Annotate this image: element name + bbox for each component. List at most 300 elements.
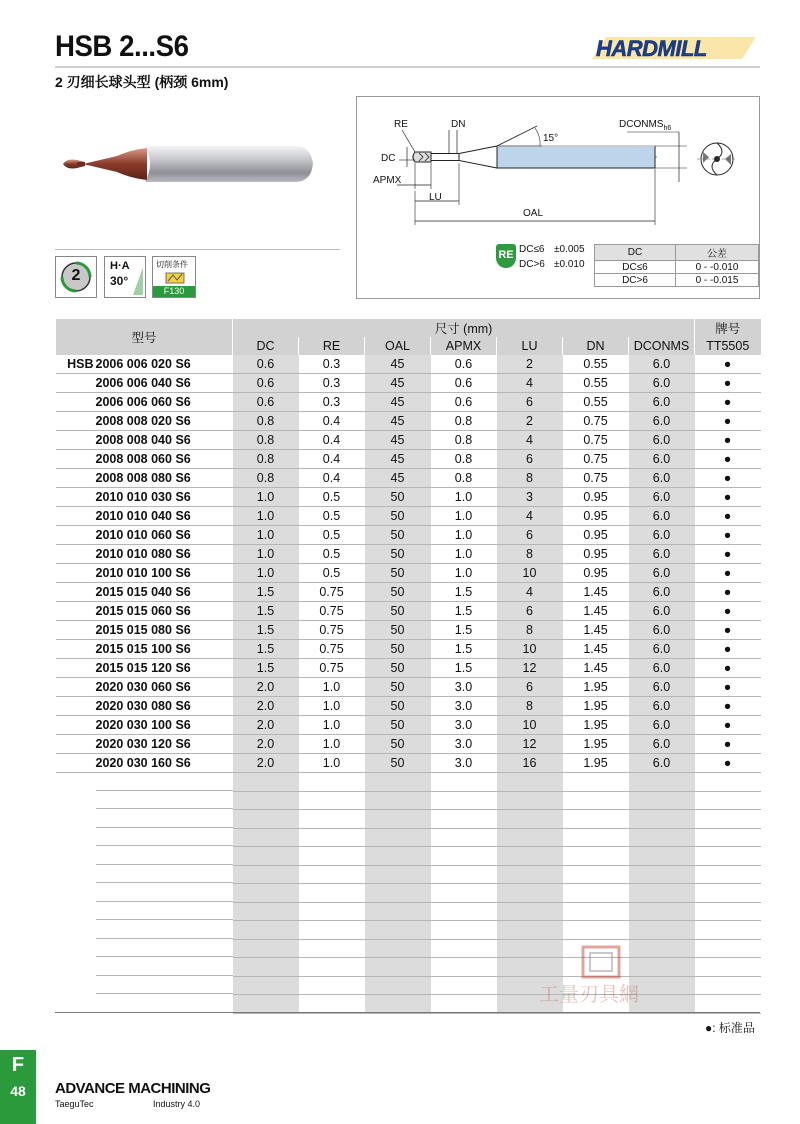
dimensions-header: 尺寸 (mm) <box>233 319 695 337</box>
dimension-cell: 6.0 <box>629 640 695 659</box>
dimension-cell: 0.95 <box>563 526 629 545</box>
dimension-cell: 8 <box>497 469 563 488</box>
model-cell <box>56 697 233 716</box>
dimension-cell: 1.95 <box>563 678 629 697</box>
dimension-cell: 50 <box>365 659 431 678</box>
dimension-cell: 1.0 <box>233 564 299 583</box>
dimension-cell: 3.0 <box>431 697 497 716</box>
dimension-cell: 6.0 <box>629 564 695 583</box>
dimension-cell: 50 <box>365 488 431 507</box>
dimension-cell: 0.75 <box>299 621 365 640</box>
column-header: DCONMS <box>629 337 695 355</box>
dimension-cell: 4 <box>497 583 563 602</box>
model-prefix: HSB <box>67 357 94 371</box>
dimension-cell: 8 <box>497 545 563 564</box>
empty-table-row <box>56 884 761 903</box>
dimension-cell: 0.55 <box>563 355 629 374</box>
page-number: 48 <box>10 1083 26 1099</box>
table-row <box>56 526 761 545</box>
grade-cell: ● <box>695 431 761 450</box>
dimension-cell: 6 <box>497 393 563 412</box>
dimension-cell: 1.5 <box>431 659 497 678</box>
dimension-cell: 1.0 <box>299 735 365 754</box>
dimension-cell: 1.5 <box>431 640 497 659</box>
model-cell <box>56 583 233 602</box>
model-code: 2015 015 060 S6 <box>95 604 191 618</box>
dimension-cell: 1.5 <box>431 621 497 640</box>
dimension-cell: 6.0 <box>629 431 695 450</box>
dimension-cell: 3.0 <box>431 735 497 754</box>
dimension-cell: 1.5 <box>233 659 299 678</box>
model-header: 型号 <box>56 319 233 355</box>
dimension-cell: 6.0 <box>629 488 695 507</box>
dimension-cell: 50 <box>365 602 431 621</box>
dimension-cell: 0.75 <box>563 450 629 469</box>
model-code: 2006 006 020 S6 <box>95 357 191 371</box>
dimension-cell: 2.0 <box>233 697 299 716</box>
dimension-cell: 0.8 <box>431 412 497 431</box>
table-row <box>56 545 761 564</box>
helix-value: 30° <box>110 274 129 288</box>
dimension-cell: 1.5 <box>431 583 497 602</box>
dimension-cell: 6.0 <box>629 507 695 526</box>
model-cell <box>56 374 233 393</box>
dimension-cell: 1.45 <box>563 659 629 678</box>
label-lu: LU <box>429 192 442 203</box>
re-cond-1: DC≤6 <box>519 244 545 255</box>
dimension-cell: 1.5 <box>431 602 497 621</box>
dimension-cell: 1.45 <box>563 640 629 659</box>
tol-cell: 0 - -0.015 <box>676 274 759 287</box>
dimension-cell: 0.75 <box>563 431 629 450</box>
cutting-conditions-icon[interactable] <box>152 256 196 298</box>
dimension-cell: 6.0 <box>629 412 695 431</box>
empty-table-row <box>56 791 761 810</box>
dimension-cell: 0.8 <box>233 412 299 431</box>
dimension-cell: 1.45 <box>563 621 629 640</box>
grade-column-header: TT5505 <box>695 337 761 355</box>
model-cell <box>56 355 233 374</box>
re-badge: RE <box>496 244 516 268</box>
column-header: APMX <box>431 337 497 355</box>
model-cell <box>56 412 233 431</box>
flute-count-icon <box>55 256 97 298</box>
dimension-cell: 6 <box>497 602 563 621</box>
column-header: DN <box>563 337 629 355</box>
dimension-cell: 0.75 <box>299 659 365 678</box>
section-letter: F <box>11 1054 25 1076</box>
dimension-cell: 12 <box>497 659 563 678</box>
label-dn: DN <box>451 119 466 130</box>
dimension-cell: 0.8 <box>233 450 299 469</box>
model-code: 2010 010 030 S6 <box>95 490 191 504</box>
dimension-cell: 6.0 <box>629 374 695 393</box>
dimension-cell: 1.0 <box>233 488 299 507</box>
helix-angle-icon <box>104 256 146 298</box>
grade-cell: ● <box>695 716 761 735</box>
dimension-cell: 1.5 <box>233 640 299 659</box>
table-row <box>56 735 761 754</box>
model-code: 2008 008 020 S6 <box>95 414 191 428</box>
dimension-cell: 0.75 <box>299 602 365 621</box>
cutting-label: 切削条件 <box>156 260 188 269</box>
image-divider <box>55 249 340 250</box>
dimension-cell: 0.5 <box>299 507 365 526</box>
table-row <box>56 621 761 640</box>
dimension-cell: 1.0 <box>233 526 299 545</box>
grade-cell: ● <box>695 583 761 602</box>
model-code: 2010 010 040 S6 <box>95 509 191 523</box>
dimension-cell: 0.75 <box>299 583 365 602</box>
dimension-cell: 6 <box>497 450 563 469</box>
dimension-cell: 0.95 <box>563 488 629 507</box>
table-row <box>56 507 761 526</box>
dimension-cell: 10 <box>497 640 563 659</box>
table-row <box>56 583 761 602</box>
re-val-1: ±0.005 <box>554 244 585 255</box>
dimension-cell: 8 <box>497 697 563 716</box>
dimension-cell: 4 <box>497 374 563 393</box>
dimension-cell: 1.5 <box>233 602 299 621</box>
dimension-cell: 45 <box>365 450 431 469</box>
dimension-cell: 45 <box>365 412 431 431</box>
dimension-cell: 0.3 <box>299 393 365 412</box>
title-divider <box>55 66 760 68</box>
model-code: 2020 030 080 S6 <box>95 699 191 713</box>
dc-tolerance-table <box>594 244 759 287</box>
dimension-cell: 6.0 <box>629 602 695 621</box>
dimension-cell: 1.0 <box>299 716 365 735</box>
label-dc: DC <box>381 153 396 164</box>
tol-header-tolerance: 公差 <box>676 245 759 261</box>
model-code: 2008 008 060 S6 <box>95 452 191 466</box>
dimension-cell: 6.0 <box>629 355 695 374</box>
dimension-cell: 6.0 <box>629 659 695 678</box>
model-cell <box>56 488 233 507</box>
spec-table <box>55 319 761 1014</box>
dimension-cell: 4 <box>497 431 563 450</box>
dimension-cell: 6.0 <box>629 545 695 564</box>
table-row <box>56 374 761 393</box>
dimension-cell: 0.75 <box>563 412 629 431</box>
dimension-cell: 0.4 <box>299 431 365 450</box>
model-cell <box>56 450 233 469</box>
table-row <box>56 659 761 678</box>
flute-count-label: 2 <box>71 267 81 284</box>
label-angle: 15° <box>543 133 559 144</box>
dimension-cell: 0.55 <box>563 374 629 393</box>
dimension-cell: 45 <box>365 374 431 393</box>
grade-header: 牌号 <box>695 319 761 337</box>
empty-table-row <box>56 773 761 792</box>
model-cell <box>56 754 233 773</box>
table-row <box>56 640 761 659</box>
dimension-cell: 1.0 <box>299 678 365 697</box>
dimension-cell: 6.0 <box>629 754 695 773</box>
label-apmx: APMX <box>373 175 402 186</box>
dimension-cell: 6 <box>497 678 563 697</box>
dimension-cell: 0.95 <box>563 564 629 583</box>
grade-cell: ● <box>695 412 761 431</box>
dimension-cell: 1.0 <box>233 545 299 564</box>
column-header: LU <box>497 337 563 355</box>
empty-table-row <box>56 810 761 829</box>
dimension-cell: 50 <box>365 678 431 697</box>
dimension-cell: 50 <box>365 754 431 773</box>
grade-cell: ● <box>695 450 761 469</box>
dimension-cell: 1.0 <box>299 754 365 773</box>
model-cell <box>56 640 233 659</box>
grade-cell: ● <box>695 697 761 716</box>
dimension-cell: 1.45 <box>563 583 629 602</box>
table-row <box>56 678 761 697</box>
dimension-cell: 0.8 <box>431 469 497 488</box>
table-row <box>56 697 761 716</box>
dimension-cell: 0.6 <box>431 355 497 374</box>
tol-cell: DC>6 <box>595 274 676 287</box>
svg-text:HARDMILL: HARDMILL <box>596 36 707 61</box>
dimension-cell: 0.95 <box>563 507 629 526</box>
dimension-cell: 6.0 <box>629 716 695 735</box>
dimension-cell: 0.95 <box>563 545 629 564</box>
advance-machining-logo <box>55 1080 225 1114</box>
empty-table-row <box>56 828 761 847</box>
model-cell <box>56 393 233 412</box>
dimension-cell: 0.8 <box>233 431 299 450</box>
dimension-cell: 6.0 <box>629 735 695 754</box>
dimension-cell: 50 <box>365 716 431 735</box>
grade-cell: ● <box>695 507 761 526</box>
column-header: OAL <box>365 337 431 355</box>
dimension-cell: 1.95 <box>563 754 629 773</box>
table-row <box>56 469 761 488</box>
grade-cell: ● <box>695 602 761 621</box>
grade-cell: ● <box>695 621 761 640</box>
model-cell <box>56 526 233 545</box>
grade-cell: ● <box>695 545 761 564</box>
dimension-cell: 0.3 <box>299 374 365 393</box>
dimension-cell: 1.0 <box>431 545 497 564</box>
dimension-cell: 1.0 <box>431 564 497 583</box>
section-tab <box>0 1050 36 1124</box>
dimension-cell: 1.95 <box>563 735 629 754</box>
dimension-cell: 1.0 <box>431 526 497 545</box>
empty-table-row <box>56 902 761 921</box>
dimension-cell: 1.0 <box>233 507 299 526</box>
re-cond-2: DC>6 <box>519 259 545 270</box>
model-code: 2015 015 080 S6 <box>95 623 191 637</box>
dimension-cell: 2.0 <box>233 716 299 735</box>
label-re: RE <box>394 119 408 130</box>
cutting-code: F130 <box>153 286 195 297</box>
dimension-cell: 50 <box>365 621 431 640</box>
dimension-cell: 6.0 <box>629 583 695 602</box>
dimension-cell: 0.5 <box>299 545 365 564</box>
table-row <box>56 431 761 450</box>
dimension-cell: 1.0 <box>431 488 497 507</box>
tol-header-dc: DC <box>595 245 676 261</box>
model-code: 2020 030 160 S6 <box>95 756 191 770</box>
model-cell <box>56 507 233 526</box>
model-code: 2010 010 080 S6 <box>95 547 191 561</box>
table-row <box>56 488 761 507</box>
model-code: 2015 015 120 S6 <box>95 661 191 675</box>
grade-cell: ● <box>695 659 761 678</box>
dimension-cell: 1.0 <box>431 507 497 526</box>
model-cell <box>56 545 233 564</box>
grade-cell: ● <box>695 488 761 507</box>
dimension-cell: 50 <box>365 735 431 754</box>
dimension-cell: 1.95 <box>563 697 629 716</box>
table-row <box>56 355 761 374</box>
page-title: HSB 2...S6 <box>55 30 189 63</box>
table-row <box>56 602 761 621</box>
grade-cell: ● <box>695 374 761 393</box>
dimension-cell: 1.0 <box>299 697 365 716</box>
dimension-cell: 50 <box>365 564 431 583</box>
brand-industry: Industry 4.0 <box>153 1099 201 1109</box>
dimension-cell: 0.8 <box>431 431 497 450</box>
model-code: 2010 010 060 S6 <box>95 528 191 542</box>
dimension-cell: 1.45 <box>563 602 629 621</box>
dimension-cell: 2.0 <box>233 735 299 754</box>
model-code: 2006 006 060 S6 <box>95 395 191 409</box>
dimension-cell: 45 <box>365 355 431 374</box>
tol-cell: DC≤6 <box>595 261 676 274</box>
model-code: 2020 030 060 S6 <box>95 680 191 694</box>
dimension-cell: 0.6 <box>431 374 497 393</box>
dimension-cell: 0.4 <box>299 412 365 431</box>
grade-cell: ● <box>695 735 761 754</box>
dimension-cell: 0.4 <box>299 450 365 469</box>
dimension-cell: 3.0 <box>431 678 497 697</box>
page-subtitle: 2 刃细长球头型 (柄颈 6mm) <box>55 74 229 90</box>
table-row <box>56 412 761 431</box>
model-code: 2020 030 100 S6 <box>95 718 191 732</box>
dimension-cell: 0.5 <box>299 488 365 507</box>
model-cell <box>56 602 233 621</box>
model-cell <box>56 431 233 450</box>
model-code: 2008 008 080 S6 <box>95 471 191 485</box>
dimension-cell: 4 <box>497 507 563 526</box>
model-code: 2010 010 100 S6 <box>95 566 191 580</box>
grade-cell: ● <box>695 355 761 374</box>
dimension-cell: 0.3 <box>299 355 365 374</box>
dimension-cell: 1.5 <box>233 583 299 602</box>
dimension-cell: 0.6 <box>431 393 497 412</box>
dimension-cell: 0.6 <box>233 355 299 374</box>
re-val-2: ±0.010 <box>554 259 585 270</box>
model-cell <box>56 735 233 754</box>
label-dconms: $DCONMS_{h6}$ <box>619 119 672 132</box>
dimension-cell: 3.0 <box>431 716 497 735</box>
grade-cell: ● <box>695 640 761 659</box>
dimension-cell: 2 <box>497 355 563 374</box>
dimension-cell: 6 <box>497 526 563 545</box>
dimension-cell: 45 <box>365 393 431 412</box>
dimension-cell: 0.5 <box>299 564 365 583</box>
empty-table-row <box>56 865 761 884</box>
model-cell <box>56 621 233 640</box>
brand-line: ADVANCE MACHINING <box>55 1080 211 1097</box>
dimension-cell: 6.0 <box>629 621 695 640</box>
dimension-cell: 6.0 <box>629 469 695 488</box>
model-cell <box>56 659 233 678</box>
dimension-cell: 10 <box>497 716 563 735</box>
table-row <box>56 716 761 735</box>
model-code: 2015 015 040 S6 <box>95 585 191 599</box>
svg-text:工量刃具網: 工量刃具網 <box>539 982 639 1006</box>
dimension-cell: 2.0 <box>233 754 299 773</box>
empty-table-row <box>56 847 761 866</box>
dimension-cell: 1.95 <box>563 716 629 735</box>
dimension-cell: 6.0 <box>629 678 695 697</box>
dimension-cell: 0.8 <box>431 450 497 469</box>
model-code: 2015 015 100 S6 <box>95 642 191 656</box>
dimension-cell: 2.0 <box>233 678 299 697</box>
dimension-cell: 16 <box>497 754 563 773</box>
dimension-cell: 3.0 <box>431 754 497 773</box>
dimension-cell: 0.75 <box>563 469 629 488</box>
helix-label: H·A <box>110 260 130 272</box>
brand-taegutec: TaeguTec <box>55 1099 94 1109</box>
model-code: 2008 008 040 S6 <box>95 433 191 447</box>
dimension-cell: 0.6 <box>233 393 299 412</box>
watermark-logo <box>535 945 675 1015</box>
table-row <box>56 754 761 773</box>
grade-cell: ● <box>695 526 761 545</box>
dimension-cell: 50 <box>365 545 431 564</box>
grade-cell: ● <box>695 393 761 412</box>
dimension-cell: 0.75 <box>299 640 365 659</box>
model-cell <box>56 716 233 735</box>
model-cell <box>56 564 233 583</box>
dimension-cell: 6.0 <box>629 393 695 412</box>
grade-cell: ● <box>695 754 761 773</box>
model-code: 2020 030 120 S6 <box>95 737 191 751</box>
dimension-cell: 6.0 <box>629 450 695 469</box>
dimension-cell: 50 <box>365 526 431 545</box>
dimension-cell: 50 <box>365 697 431 716</box>
dimension-cell: 8 <box>497 621 563 640</box>
grade-cell: ● <box>695 678 761 697</box>
hardmill-logo <box>588 33 760 63</box>
tol-cell: 0 - -0.010 <box>676 261 759 274</box>
dimension-cell: 0.8 <box>233 469 299 488</box>
dimension-cell: 12 <box>497 735 563 754</box>
dimension-cell: 50 <box>365 583 431 602</box>
dimension-cell: 2 <box>497 412 563 431</box>
model-cell <box>56 469 233 488</box>
table-row <box>56 393 761 412</box>
dimension-cell: 0.55 <box>563 393 629 412</box>
label-oal: OAL <box>523 208 544 219</box>
table-row <box>56 564 761 583</box>
dimension-cell: 6.0 <box>629 526 695 545</box>
grade-cell: ● <box>695 564 761 583</box>
dimension-cell: 45 <box>365 431 431 450</box>
dimension-cell: 1.5 <box>233 621 299 640</box>
legend-footnote: ●: 标准品 <box>705 1021 755 1035</box>
column-header: RE <box>299 337 365 355</box>
dimension-cell: 10 <box>497 564 563 583</box>
dimension-cell: 50 <box>365 507 431 526</box>
tool-image <box>55 118 340 198</box>
dimension-cell: 0.5 <box>299 526 365 545</box>
dimension-cell: 6.0 <box>629 697 695 716</box>
spec-table-body <box>56 355 761 1013</box>
model-code: 2006 006 040 S6 <box>95 376 191 390</box>
